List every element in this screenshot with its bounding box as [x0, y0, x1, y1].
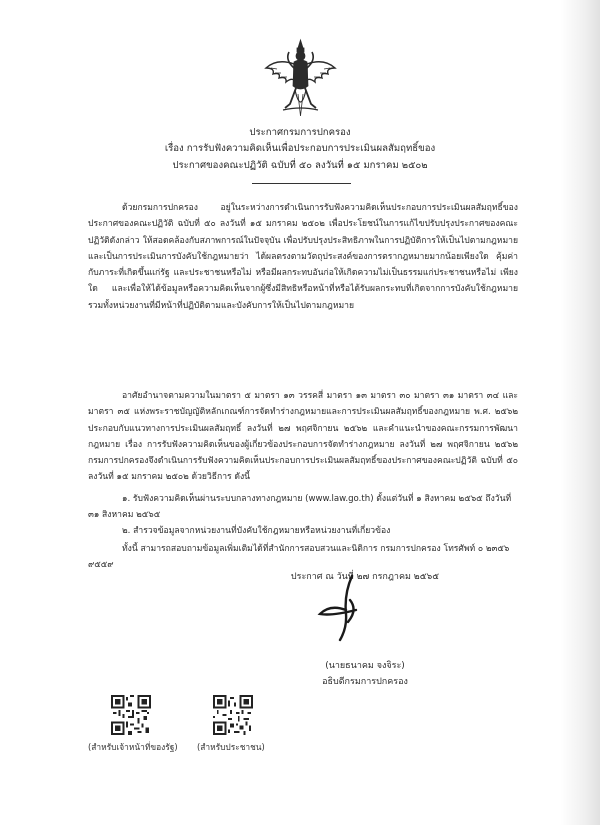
- page-edge-shadow: [560, 0, 600, 825]
- subject-line-1: เรื่อง การรับฟังความคิดเห็นเพื่อประกอบการประเมินผลสัมฤทธิ์ของ: [164, 143, 436, 154]
- signatory-name: (นายธนาคม จงจิระ): [325, 661, 405, 671]
- method-item-2: ๒. สำรวจข้อมูลจากหน่วยงานที่บังคับใช้กฎหมายหรือหน่วยงานที่เกี่ยวข้อง: [122, 526, 391, 536]
- qr-label-public: (สำหรับประชาชน): [197, 742, 265, 752]
- qr-code-officials: [111, 695, 151, 735]
- garuda-emblem-icon: [263, 38, 338, 120]
- contact-note: ทั้งนี้ สามารถสอบถามข้อมูลเพิ่มเติมได้ที่สำนักการสอบสวนและนิติการ กรมการปกครอง โทรศัพท์ ๐ ๒๓๕๖ ๙๕๕๙: [88, 544, 510, 571]
- signatory-position: อธิบดีกรมการปกครอง: [322, 677, 408, 687]
- paragraph-legal-authority: อาศัยอำนาจตามความในมาตรา ๕ มาตรา ๑๓ วรรคสี่ มาตรา ๑๓ มาตรา ๓๐ มาตรา ๓๑ มาตรา ๓๔ และมาตรา ๓๕ แห่งพระราชบัญญัติหลักเกณฑ์การจัดทำร่างกฎหมายและการประเมินผลสัมฤทธิ์ของกฎหมาย พ.ศ. ๒๕๖๒ ประกอบกับแนวทางการประเมินผลสัมฤทธิ์ ลงวันที่ ๒๗ พฤศจิกายน ๒๕๖๒ และคำแนะนำของคณะกรรมการพัฒนากฎหมาย เรื่อง การรับฟังความคิดเห็นของผู้เกี่ยวข้องประกอบการจัดทำร่างกฎหมาย ลงวันที่ ๒๗ พฤศจิกายน ๒๕๖๒ กรมการปกครองจึงดำเนินการรับฟังความคิดเห็นประกอบการประเมินผลสัมฤทธิ์ของประกาศของคณะปฏิวัติ ฉบับที่ ๕๐ ลงวันที่ ๑๕ มกราคม ๒๕๐๒ ด้วยวิธีการ ดังนี้: [88, 391, 518, 483]
- qr-code-public: [213, 695, 253, 735]
- qr-label-officials: (สำหรับเจ้าหน้าที่ของรัฐ): [88, 742, 178, 752]
- announcement-title: ประกาศกรมการปกครอง: [249, 127, 351, 138]
- handwritten-signature: [300, 570, 380, 650]
- subject-line-2: ประกาศของคณะปฏิวัติ ฉบับที่ ๕๐ ลงวันที่ ๑๕ มกราคม ๒๕๐๒: [172, 160, 428, 171]
- paragraph-purpose: ด้วยกรมการปกครอง อยู่ในระหว่างการดำเนินการรับฟังความคิดเห็นประกอบการประเมินผลสัมฤทธิ์ของประกาศของคณะปฏิวัติ ฉบับที่ ๕๐ ลงวันที่ ๑๕ มกราคม ๒๕๐๒ เพื่อประโยชน์ในการแก้ไขปรับปรุงประกาศของคณะปฏิวัติดังกล่าว ให้สอดคล้องกับสภาพการณ์ในปัจจุบัน เพื่อปรับปรุงประสิทธิภาพในการปฏิบัติการให้เป็นไปตามกฎหมาย และเป็นการประเมินการบังคับใช้กฎหมายว่า ได้ผลตรงตามวัตถุประสงค์ของการตรากฎหมายมากน้อยเพียงใด คุ้มค่ากับภาระที่เกิดขึ้นแก่รัฐ และประชาชนหรือไม่ หรือมีผลกระทบอันก่อให้เกิดความไม่เป็นธรรมแก่ประชาชนหรือไม่ เพียงใด และเพื่อให้ได้ข้อมูลหรือความคิดเห็นจากผู้ซึ่งมีสิทธิหรือหน้าที่หรือได้รับผลกระทบที่เกิดจากการบังคับใช้กฎหมาย รวมทั้งหน่วยงานที่มีหน้าที่ปฏิบัติตามและบังคับการให้เป็นไปตามกฎหมาย: [88, 203, 518, 311]
- announcement-date: ประกาศ ณ วันที่ ๒๗ กรกฎาคม ๒๕๖๕: [290, 572, 440, 582]
- header-divider: [252, 183, 351, 184]
- method-item-1: ๑. รับฟังความคิดเห็นผ่านระบบกลางทางกฎหมาย (www.law.go.th) ตั้งแต่วันที่ ๑ สิงหาคม ๒๕๖๕ ถึงวันที่ ๓๑ สิงหาคม ๒๕๖๕: [88, 494, 512, 521]
